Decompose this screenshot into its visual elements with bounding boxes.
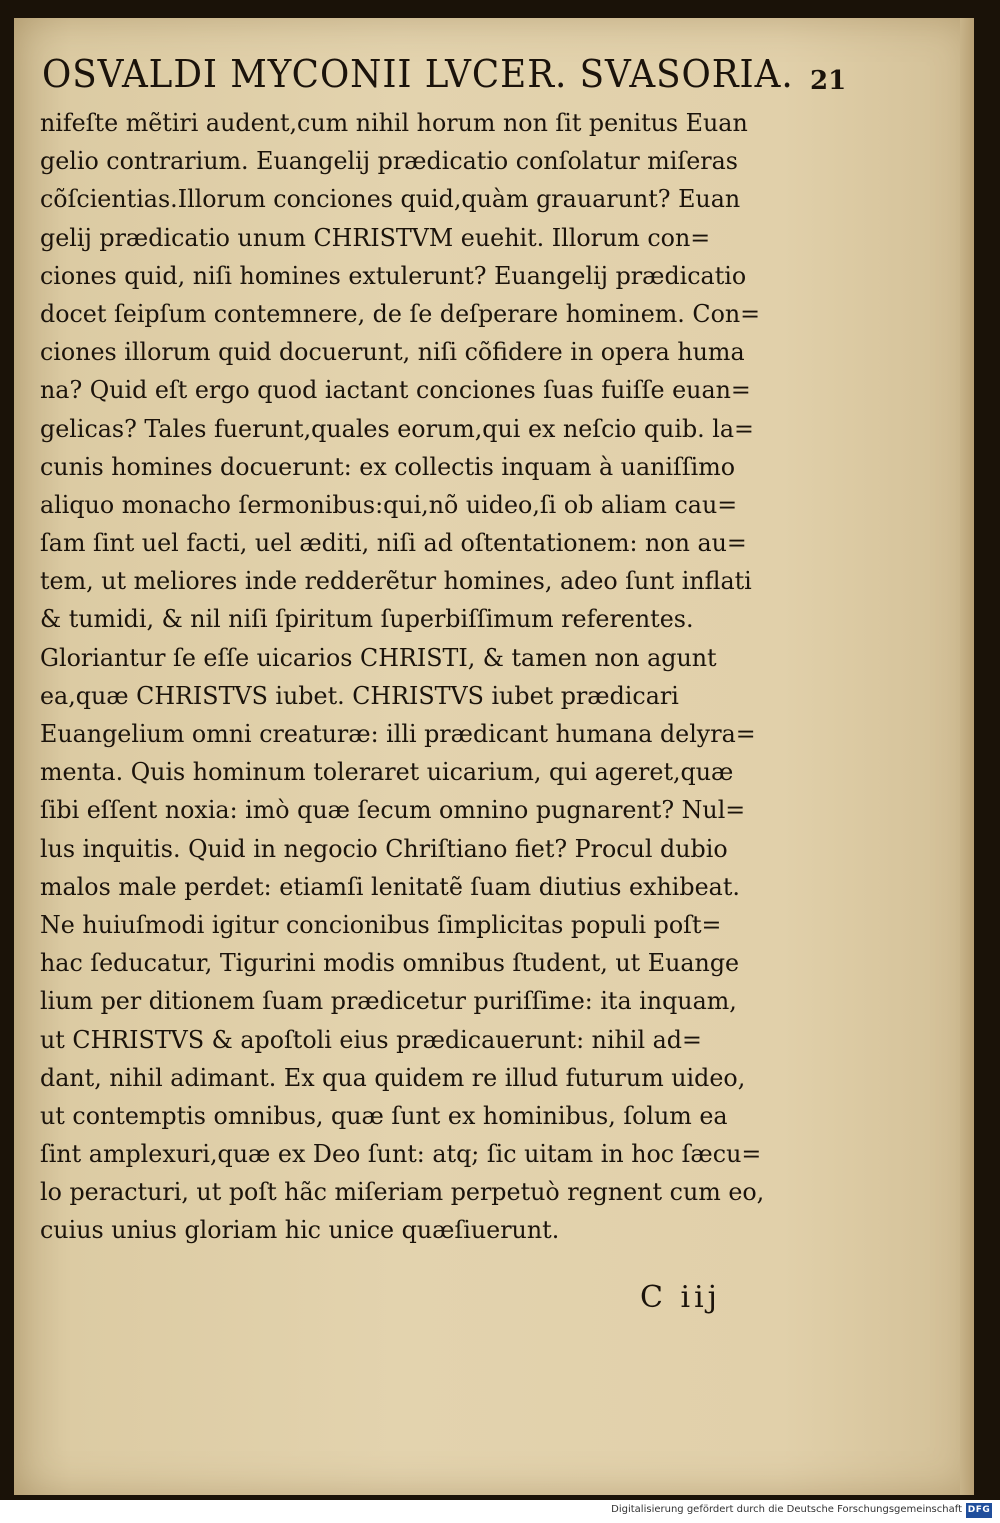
text-line: cunis homines docuerunt: ex collectis inquam à uaniſſimo: [40, 452, 736, 481]
text-line: ea,quæ CHRISTVS iubet. CHRISTVS iubet prædicari: [40, 681, 679, 710]
dfg-logo: DFG: [966, 1503, 992, 1518]
folio-number: 21: [810, 66, 847, 96]
text-line: gelij prædicatio unum CHRISTVM euehit. Illorum con=: [40, 223, 711, 252]
book-page: [14, 18, 974, 1495]
footer-bar: [0, 1500, 1000, 1523]
text-line: lium per ditionem ſuam prædicetur puriſſime: ita inquam,: [40, 987, 737, 1016]
text-line: & tumidi, & nil niſi ſpiritum ſuperbiſſimum referentes.: [40, 605, 694, 634]
running-title: OSVALDI MYCONII LVCER. SVASORIA.: [42, 52, 794, 96]
text-line: lus inquitis. Quid in negocio Chriſtiano fiet? Procul dubio: [40, 834, 728, 863]
text-line: menta. Quis hominum toleraret uicarium, qui ageret,quæ: [40, 758, 734, 787]
running-head: [42, 52, 942, 102]
text-line: ſint amplexuri,quæ ex Deo ſunt: atq; ſic uitam in hoc ſæcu=: [40, 1140, 762, 1169]
signature-mark: C iij: [640, 1280, 721, 1315]
text-line: lo peracturi, ut poſt hãc miſeriam perpetuò regnent cum eo,: [40, 1178, 765, 1207]
text-line: ciones quid, niſi homines extulerunt? Euangelij prædicatio: [40, 261, 747, 290]
text-line: ut contemptis omnibus, quæ ſunt ex hominibus, ſolum ea: [40, 1101, 728, 1130]
text-line: ciones illorum quid docuerunt, niſi cõfidere in opera huma: [40, 338, 745, 367]
text-line: nifeſte mẽtiri audent,cum nihil horum non ſit penitus Euan: [40, 109, 748, 137]
text-line: cuius unius gloriam hic unice quæſiuerunt.: [40, 1216, 560, 1245]
text-line: tem, ut meliores inde redderẽtur homines, adeo ſunt inflati: [40, 567, 752, 596]
funding-credit: Digitalisierung gefördert durch die Deutsche Forschungsgemeinschaft: [611, 1504, 962, 1515]
text-line: dant, nihil adimant. Ex qua quidem re illud futurum uideo,: [40, 1063, 746, 1092]
text-line: gelicas? Tales fuerunt,quales eorum,qui ex neſcio quib. la=: [40, 414, 754, 443]
text-line: docet ſeipſum contemnere, de ſe deſperare hominem. Con=: [40, 299, 761, 328]
text-line: Gloriantur ſe eſſe uicarios CHRISTI, & tamen non agunt: [40, 643, 717, 672]
body-text: [40, 104, 820, 1250]
text-line: malos male perdet: etiamſi lenitatẽ ſuam diutius exhibeat.: [40, 872, 740, 901]
page-edge: [960, 18, 974, 1495]
text-line: ſam ſint uel facti, uel æditi, niſi ad oſtentationem: non au=: [40, 529, 747, 558]
text-line: cõſcientias.Illorum conciones quid,quàm grauarunt? Euan: [40, 185, 741, 214]
text-line: hac ſeducatur, Tigurini modis omnibus ſtudent, ut Euange: [40, 949, 740, 978]
text-line: ſibi eſſent noxia: imò quæ ſecum omnino pugnarent? Nul=: [40, 796, 746, 825]
text-line: gelio contrarium. Euangelij prædicatio conſolatur miſeras: [40, 147, 738, 176]
text-line: Euangelium omni creaturæ: illi prædicant humana delyra=: [40, 720, 756, 748]
text-line: na? Quid eſt ergo quod iactant conciones ſuas fuiſſe euan=: [40, 376, 751, 405]
text-line: ut CHRISTVS & apoſtoli eius prædicauerunt: nihil ad=: [40, 1025, 702, 1054]
text-line: aliquo monacho ſermonibus:qui,nõ uideo,ſi ob aliam cau=: [40, 490, 738, 519]
text-line: Ne huiuſmodi igitur concionibus ſimplicitas populi poſt=: [40, 910, 722, 939]
